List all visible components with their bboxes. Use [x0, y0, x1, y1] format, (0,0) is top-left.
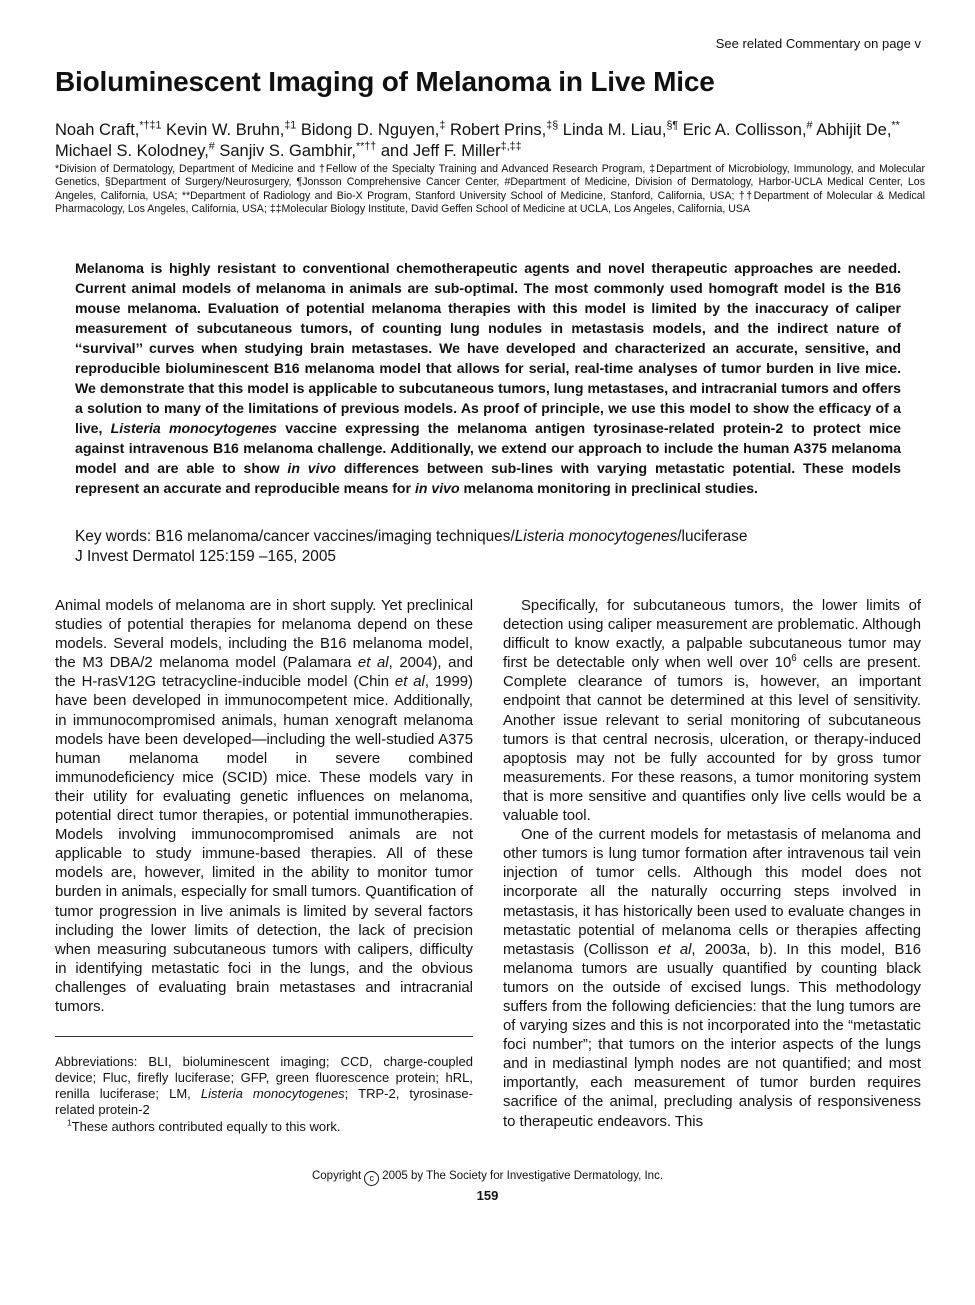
body-paragraph: Animal models of melanoma are in short supply. Yet preclinical studies of potential therapies for melanoma depend on these models. Several models, including the B16 melanoma model, the M3 DBA/2 melanoma model (Palamara et al, 2004), and the H-rasV12G tetracycline-inducible model (Chin et al, 1999) have been developed in immunocompetent mice. Additionally, in immunocompromised animals, human xenograft melanoma models have been developed—including the well-studied A375 human melanoma model in severe combined immunodeficiency mice (SCID) mice. These models vary in their utility for evaluating genetic influences on melanoma, potential direct tumor therapies, or potential immunotherapies. Models involving immunocompromised animals are not applicable to study immune-based therapies. All of these models are, however, limited in the ability to monitor tumor burden in animals, especially for small tumors. Quantification of tumor progression in live animals is limited by several factors including the lower limits of detection, the lack of precision when measuring subcutaneous tumors with calipers, difficulty in identifying metastatic foci in the lungs, and the obvious challenges of evaluating brain metastases and intracranial tumors.	[55, 598, 474, 1015]
citation: J Invest Dermatol 125:159 –165, 2005	[75, 548, 336, 565]
body-right-column	[503, 597, 921, 1132]
author: Robert Prins,‡§	[449, 119, 559, 139]
author: Linda M. Liau,§¶	[562, 119, 679, 139]
author: Sanjiv S. Gambhir,**††	[219, 140, 377, 160]
body-paragraph: One of the current models for metastasis of melanoma and other tumors is lung tumor formation after intravenous tail vein injection of tumor cells. Although this model does not incorporate all the naturally occurring steps involved in metastasis, it has historically been used to evaluate changes in metastatic potential of melanoma cells or therapies affecting metastasis (Collisson et al, 2003a, b). In this model, B16 melanoma tumors are usually quantified by counting black tumors on the outside of excised lungs. This methodology suffers from the following deficiencies: that the lung tumors are of varying sizes and this is not incorporated into the “metastatic foci number”; that tumors on the interior aspects of the lungs and in mediastinal lymph nodes are not quantified; and most importantly, each measurement of tumor burden requires sacrifice of the animal, precluding analysis of responsiveness to therapeutic endeavors. This	[503, 827, 921, 1130]
abstract: Melanoma is highly resistant to conventional chemotherapeutic agents and novel therapeutic approaches are needed. Current animal models of melanoma in animals are sub-optimal. The most commonly used homograft model is the B16 mouse melanoma. Evaluation of potential melanoma therapies with this model is limited by the inaccuracy of caliper measurement of subcutaneous tumors, of counting lung nodules in metastasis models, and the indirect nature of ‘‘survival’’ curves when studying brain metastases. We have developed and characterized an accurate, sensitive, and reproducible bioluminescent B16 melanoma model that allows for serial, real-time analyses of tumor burden in live mice. We demonstrate that this model is applicable to subcutaneous tumors, lung metastases, and intracranial tumors and offers a solution to many of the limitations of previous models. As proof of principle, we use this model to show the efficacy of a live, Listeria monocytogenes vaccine expressing the melanoma antigen tyrosinase-related protein-2 to protect mice against intravenous B16 melanoma challenge. Additionally, we extend our approach to include the human A375 melanoma model and are able to show in vivo differences between sub-lines with varying metastatic potential. These models represent an accurate and reproducible means for in vivo melanoma monitoring in preclinical studies.	[75, 260, 901, 496]
author: Abhijit De,**	[816, 119, 900, 139]
author: Michael S. Kolodney,#	[55, 140, 215, 160]
author: Kevin W. Bruhn,$^{\ddagger 1}$	[166, 119, 297, 139]
footnote-divider	[55, 1036, 473, 1037]
author: Noah Craft,$^{*\dagger\ddagger 1}$	[55, 119, 162, 139]
related-commentary-note: See related Commentary on page v	[715, 36, 921, 51]
body-left-column	[55, 597, 473, 1017]
copyright-line: Copyright c 2005 by The Society for Investigative Dermatology, Inc.	[0, 1170, 975, 1186]
author-list	[55, 120, 925, 162]
author: and Jeff F. Miller‡,‡‡	[380, 140, 522, 160]
keywords: Key words: B16 melanoma/cancer vaccines/imaging techniques/Listeria monocytogenes/luciferase	[75, 528, 748, 545]
author: Bidong D. Nguyen,‡	[300, 119, 446, 139]
body-paragraph: Specifically, for subcutaneous tumors, the lower limits of detection using caliper measurement are problematic. Although difficult to know exactly, a palpable subcutaneous tumor may first be detectable only when well over $10^6$ cells are present. Complete clearance of tumors is, however, an important endpoint that cannot be determined at this level of sensitivity. Another issue relevant to serial monitoring of subcutaneous tumors is that central necrosis, ulceration, or therapy-induced apoptosis may not be fully accounted for by gross tumor measurements. For these reasons, a tumor monitoring system that is more sensitive and quantifies only live cells would be a valuable tool.	[503, 598, 921, 825]
copyright-icon: c	[364, 1171, 379, 1186]
abbreviations-footnote: Abbreviations: BLI, bioluminescent imaging; CCD, charge-coupled device; Fluc, firefly luciferase; GFP, green fluorescence protein; hRL, renilla luciferase; LM, Listeria monocytogenes; TRP-2, tyrosinase-related protein-2	[55, 1054, 473, 1117]
affiliations: *Division of Dermatology, Department of Medicine and †Fellow of the Specialty Training and Advanced Research Program, ‡Department of Microbiology, Immunology, and Molecular Genetics, §Department of Surgery/Neurosurgery, ¶Jonsson Comprehensive Cancer Center, #Department of Medicine, Division of Dermatology, Harbor-UCLA Medical Center, Los Angeles, California, USA; **Department of Radiology and Bio-X Program, Stanford University School of Medicine, Stanford, California, USA; ††Department of Molecular & Medical Pharmacology, Los Angeles, California, USA; ‡‡Molecular Biology Institute, David Geffen School of Medicine at UCLA, Los Angeles, California, USA	[55, 163, 925, 216]
article-title: Bioluminescent Imaging of Melanoma in Live Mice	[55, 66, 715, 97]
author: Eric A. Collisson,#	[682, 119, 813, 139]
equal-contribution-footnote: $^1$These authors contributed equally to this work.	[67, 1117, 341, 1134]
footnotes	[55, 1054, 473, 1135]
keywords-block	[75, 527, 901, 567]
page-number: 159	[476, 1188, 499, 1203]
